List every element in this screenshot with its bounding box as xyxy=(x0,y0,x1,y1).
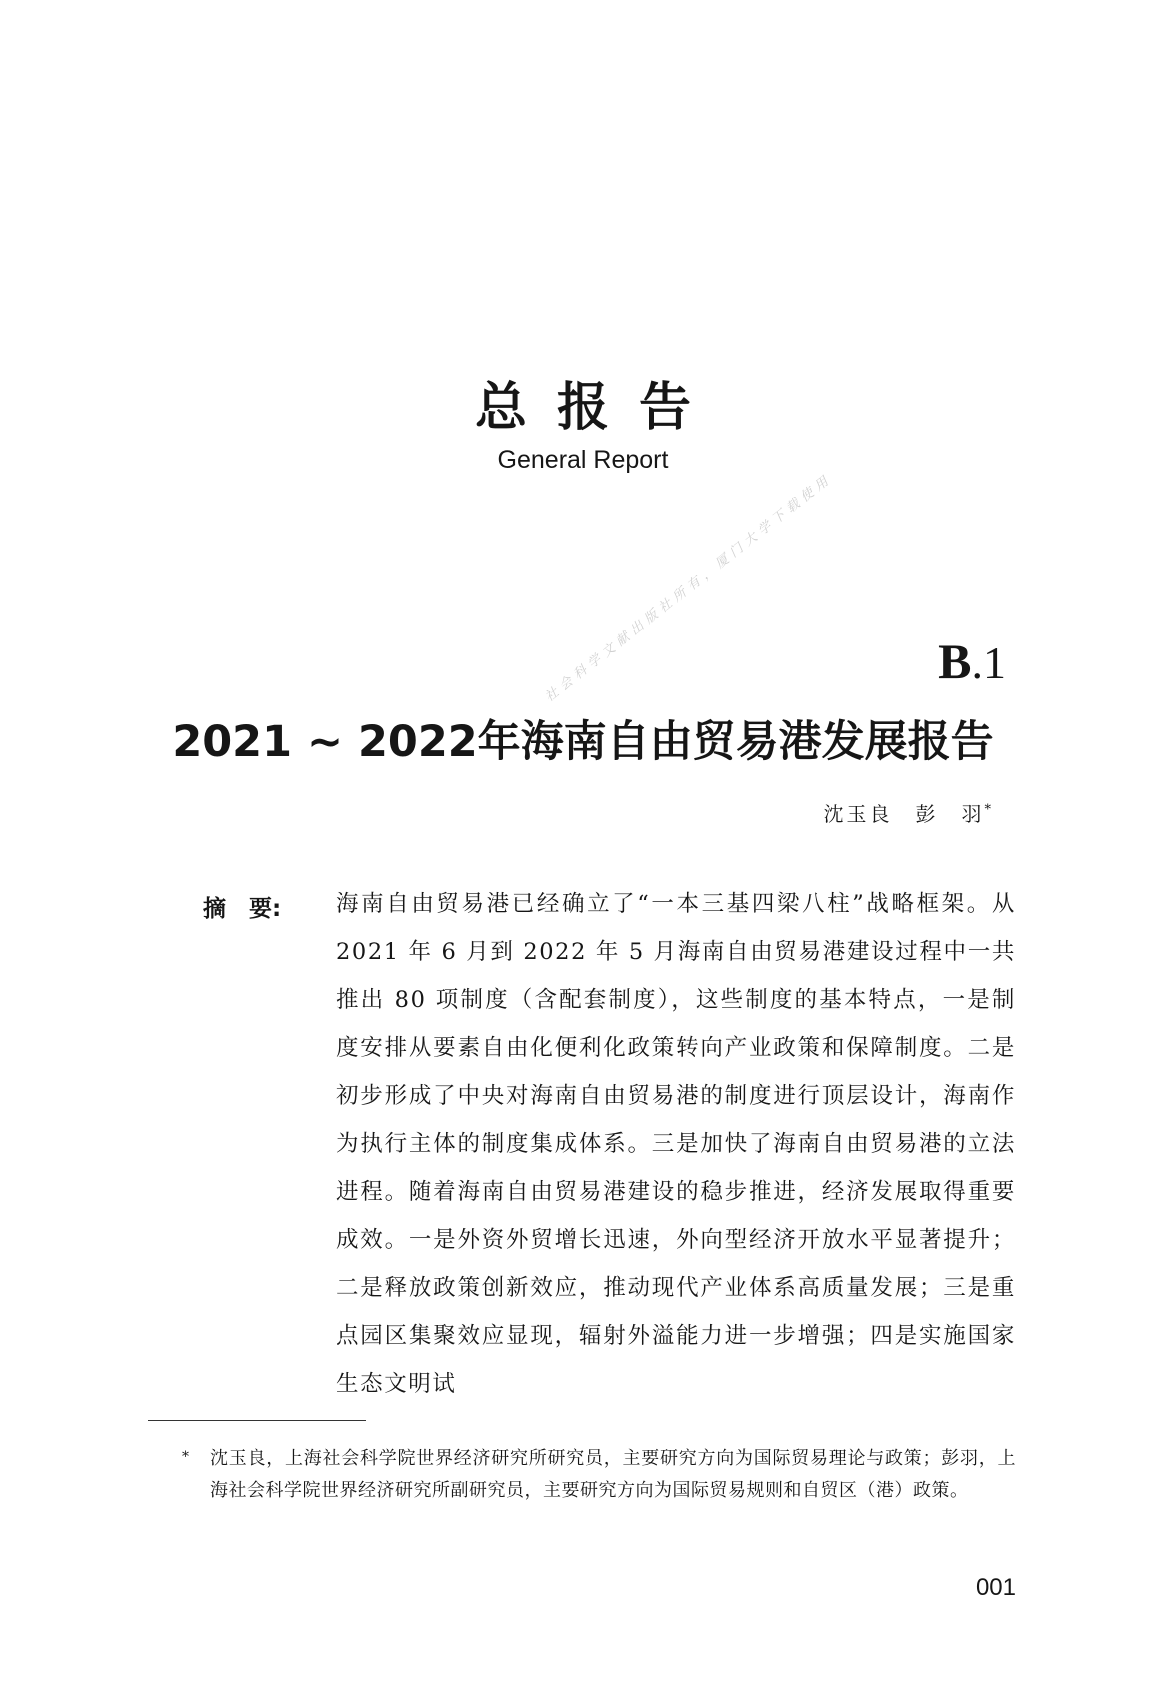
footnote-mark: * xyxy=(182,1449,189,1465)
footnote-text: 沈玉良，上海社会科学院世界经济研究所研究员，主要研究方向为国际贸易理论与政策；彭羽，上海社会科学院世界经济研究所副研究员，主要研究方向为国际贸易规则和自贸区（港）政策。 xyxy=(210,1448,1016,1501)
report-title: 2021 ~ 2022年海南自由贸易港发展报告 xyxy=(172,717,994,767)
report-number xyxy=(938,632,1006,690)
author-footnote-mark: * xyxy=(984,802,994,818)
footnote xyxy=(184,1443,1016,1507)
abstract-text: 海南自由贸易港已经确立了“一本三基四梁八柱”战略框架。从 2021 年 6 月到 2022 年 5 月海南自由贸易港建设过程中一共推出 80 项制度（含配套制度），这些制度的基本特点，一是制度安排从要素自由化便利化政策转向产业政策和保障制度。二是初步形成了中央对海南自由贸易港的制度进行顶层设计，海南作为执行主体的制度集成体系。三是加快了海南自由贸易港的立法进程。随着海南自由贸易港建设的稳步推进，经济发展取得重要成效。一是外资外贸增长迅速，外向型经济开放水平显著提升；二是释放政策创新效应，推动现代产业体系高质量发展；三是重点园区集聚效应显现，辐射外溢能力进一步增强；四是实施国家生态文明试 xyxy=(336,891,1016,1397)
footnote-divider xyxy=(148,1420,366,1421)
page-number: 001 xyxy=(975,1574,1016,1601)
watermark: 社会科学文献出版社所有，厦门大学下载使用 xyxy=(542,471,836,705)
abstract-label: 摘 要: xyxy=(203,896,282,922)
report-number-letter: B xyxy=(938,633,972,689)
section-title: 总报告 xyxy=(474,378,721,438)
authors xyxy=(824,798,995,827)
report-number-value: .1 xyxy=(971,637,1006,688)
author-names: 沈玉良 彭 羽 xyxy=(823,802,985,826)
section-subtitle: General Report xyxy=(497,446,669,474)
